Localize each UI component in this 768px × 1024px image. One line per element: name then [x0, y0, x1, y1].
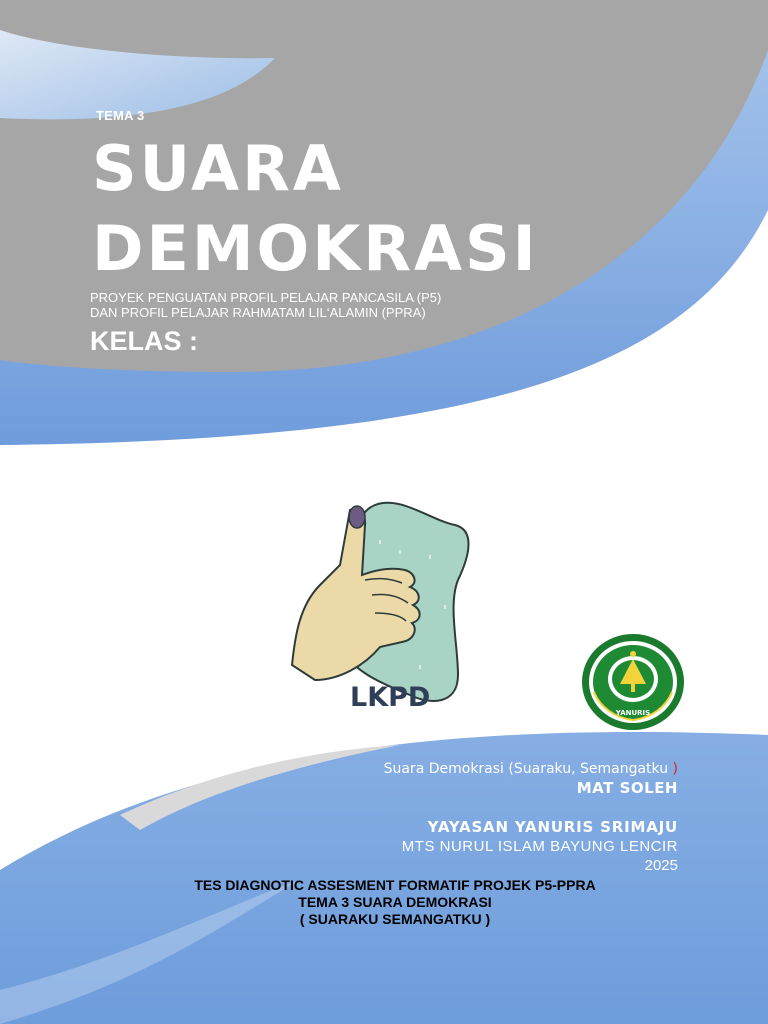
test-line-1: TES DIAGNOTIC ASSESMENT FORMATIF PROJEK P5-PPRA	[194, 877, 596, 893]
test-info-block	[0, 877, 768, 928]
subtitle-line-1: PROYEK PENGUATAN PROFIL PELAJAR PANCASILA (P5)	[90, 290, 442, 305]
voting-finger-hand-icon	[280, 495, 480, 710]
test-line-2: TEMA 3 SUARA DEMOKRASI	[298, 894, 492, 910]
inked-fingernail	[349, 506, 365, 528]
yanuris-school-emblem	[580, 632, 686, 732]
school-name: MTS NURUL ISLAM BAYUNG LENCIR	[401, 838, 678, 855]
year: 2025	[644, 857, 678, 874]
lkpd-label: LKPD	[350, 682, 431, 713]
class-label: KELAS :	[90, 326, 198, 356]
test-line-3: ( SUARAKU SEMANGATKU )	[299, 911, 491, 927]
theme-label: TEMA 3	[96, 108, 145, 123]
title-line-1: SUARA	[92, 132, 344, 205]
emblem-text: YANURIS	[615, 709, 651, 717]
author-name: MAT SOLEH	[576, 779, 678, 797]
foundation-name: YAYASAN YANURIS SRIMAJU	[427, 818, 678, 836]
subtitle-line-2: DAN PROFIL PELAJAR RAHMATAM LIL‘ALAMIN (PPRA)	[90, 305, 426, 320]
title-line-2: DEMOKRASI	[92, 212, 539, 285]
project-name: Suara Demokrasi (Suaraku, Semangatku )	[383, 761, 678, 777]
